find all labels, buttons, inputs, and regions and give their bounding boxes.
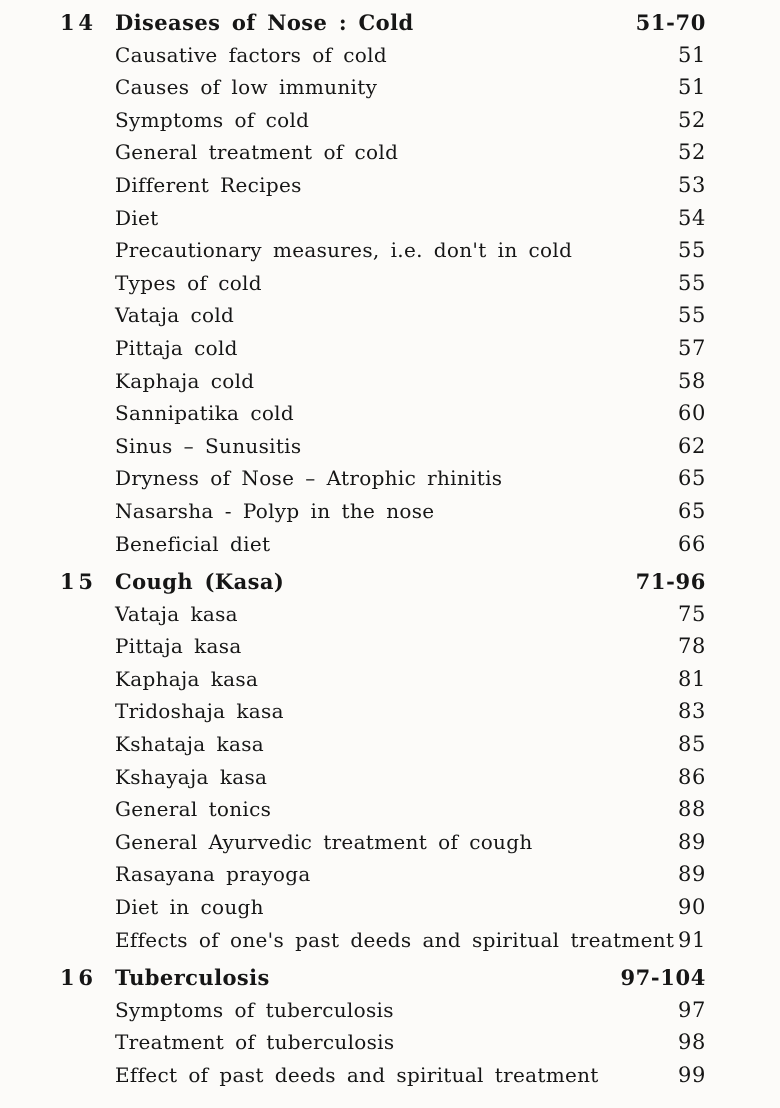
toc-item-row bbox=[0, 140, 780, 173]
toc-item-title: Kaphaja cold bbox=[115, 368, 255, 393]
toc-item-title: Vataja kasa bbox=[115, 601, 238, 626]
toc-item-page: 51 bbox=[678, 42, 706, 67]
toc-item-title: Treatment of tuberculosis bbox=[115, 1030, 395, 1055]
toc-item-title: Nasarsha - Polyp in the nose bbox=[115, 498, 435, 523]
toc-item-row bbox=[0, 499, 780, 532]
toc-item-row bbox=[0, 862, 780, 895]
toc-list bbox=[0, 10, 780, 1096]
toc-item-title: Effect of past deeds and spiritual treatment bbox=[115, 1063, 599, 1087]
toc-item-title: Tridoshaja kasa bbox=[115, 699, 284, 724]
toc-item-row bbox=[0, 303, 780, 336]
chapter-row bbox=[0, 965, 780, 998]
toc-item-page: 88 bbox=[678, 797, 706, 822]
toc-item-row bbox=[0, 238, 780, 271]
toc-item-page: 52 bbox=[678, 140, 706, 165]
toc-item-title: General tonics bbox=[115, 797, 272, 822]
toc-item-row bbox=[0, 1063, 780, 1096]
toc-item-page: 52 bbox=[678, 107, 706, 132]
toc-item-row bbox=[0, 401, 780, 434]
toc-item-row bbox=[0, 928, 780, 961]
toc-item-page: 75 bbox=[678, 601, 706, 626]
toc-item-row bbox=[0, 434, 780, 467]
toc-item-row bbox=[0, 466, 780, 499]
toc-item-page: 78 bbox=[678, 634, 706, 659]
toc-item-row bbox=[0, 532, 780, 565]
toc-item-title: Kshayaja kasa bbox=[115, 764, 268, 789]
toc-item-row bbox=[0, 271, 780, 304]
toc-item-page: 86 bbox=[678, 764, 706, 789]
toc-item-title: Beneficial diet bbox=[115, 531, 271, 556]
toc-item-page: 89 bbox=[678, 829, 706, 854]
chapter-page-range: 97-104 bbox=[620, 965, 706, 991]
chapter-page-range: 51-70 bbox=[635, 10, 706, 35]
toc-item-row bbox=[0, 634, 780, 667]
toc-item-row bbox=[0, 75, 780, 108]
toc-item-page: 58 bbox=[678, 368, 706, 393]
toc-item-page: 66 bbox=[678, 531, 706, 556]
toc-item-row bbox=[0, 667, 780, 700]
toc-item-page: 55 bbox=[678, 238, 706, 263]
toc-item-title: Pittaja kasa bbox=[115, 634, 242, 659]
toc-item-page: 54 bbox=[678, 205, 706, 230]
toc-item-row bbox=[0, 732, 780, 765]
toc-item-title: Causative factors of cold bbox=[115, 42, 387, 67]
toc-item-page: 81 bbox=[678, 666, 706, 691]
toc-item-page: 89 bbox=[678, 862, 706, 887]
toc-item-page: 55 bbox=[678, 270, 706, 295]
toc-item-row bbox=[0, 369, 780, 402]
toc-item-title: General Ayurvedic treatment of cough bbox=[115, 829, 533, 854]
toc-item-page: 62 bbox=[678, 433, 706, 458]
toc-item-title: Sinus – Sunusitis bbox=[115, 433, 302, 458]
toc-item-row bbox=[0, 765, 780, 798]
toc-item-page: 83 bbox=[678, 699, 706, 724]
toc-item-title: Rasayana prayoga bbox=[115, 862, 311, 887]
chapter-title: Cough (Kasa) bbox=[115, 569, 285, 595]
toc-item-row bbox=[0, 699, 780, 732]
toc-item-row bbox=[0, 108, 780, 141]
toc-item-title: Different Recipes bbox=[115, 172, 302, 197]
toc-item-page: 99 bbox=[678, 1063, 706, 1087]
toc-item-title: Kaphaja kasa bbox=[115, 666, 259, 691]
toc-item-row bbox=[0, 895, 780, 928]
toc-item-title: Diet bbox=[115, 205, 159, 230]
toc-item-page: 55 bbox=[678, 303, 706, 328]
toc-item-page: 51 bbox=[678, 75, 706, 100]
toc-item-page: 85 bbox=[678, 732, 706, 757]
toc-item-title: Kshataja kasa bbox=[115, 732, 264, 757]
toc-item-row bbox=[0, 1030, 780, 1063]
toc-item-title: Vataja cold bbox=[115, 303, 235, 328]
toc-item-row bbox=[0, 43, 780, 76]
toc-item-title: Diet in cough bbox=[115, 895, 264, 920]
chapter-number: 14 bbox=[60, 10, 97, 35]
chapter-number: 15 bbox=[60, 569, 97, 595]
chapter-page-range: 71-96 bbox=[635, 569, 706, 595]
toc-item-row bbox=[0, 336, 780, 369]
toc-item-row bbox=[0, 797, 780, 830]
toc-item-title: Causes of low immunity bbox=[115, 75, 378, 100]
toc-item-title: Effects of one's past deeds and spiritual treatment bbox=[115, 927, 675, 952]
toc-item-page: 53 bbox=[678, 172, 706, 197]
chapter-number: 16 bbox=[60, 965, 97, 991]
toc-item-page: 90 bbox=[678, 895, 706, 920]
chapter-title: Tuberculosis bbox=[115, 965, 270, 991]
toc-item-row bbox=[0, 830, 780, 863]
chapter-row bbox=[0, 10, 780, 43]
toc-item-title: Sannipatika cold bbox=[115, 401, 294, 426]
toc-item-page: 91 bbox=[678, 927, 706, 952]
toc-item-title: General treatment of cold bbox=[115, 140, 399, 165]
toc-item-page: 60 bbox=[678, 401, 706, 426]
toc-item-page: 65 bbox=[678, 466, 706, 491]
toc-item-title: Precautionary measures, i.e. don't in cold bbox=[115, 238, 573, 263]
toc-item-row bbox=[0, 602, 780, 635]
toc-item-row bbox=[0, 173, 780, 206]
toc-item-page: 65 bbox=[678, 498, 706, 523]
toc-item-row bbox=[0, 206, 780, 239]
toc-item-row bbox=[0, 998, 780, 1031]
toc-item-title: Symptoms of cold bbox=[115, 107, 310, 132]
toc-item-page: 98 bbox=[678, 1030, 706, 1055]
toc-item-title: Pittaja cold bbox=[115, 335, 238, 360]
toc-item-title: Types of cold bbox=[115, 270, 262, 295]
toc-item-page: 97 bbox=[678, 997, 706, 1022]
toc-item-page: 57 bbox=[678, 335, 706, 360]
toc-item-title: Symptoms of tuberculosis bbox=[115, 997, 394, 1022]
chapter-row bbox=[0, 569, 780, 602]
toc-item-title: Dryness of Nose – Atrophic rhinitis bbox=[115, 466, 503, 491]
chapter-title: Diseases of Nose : Cold bbox=[115, 10, 414, 35]
